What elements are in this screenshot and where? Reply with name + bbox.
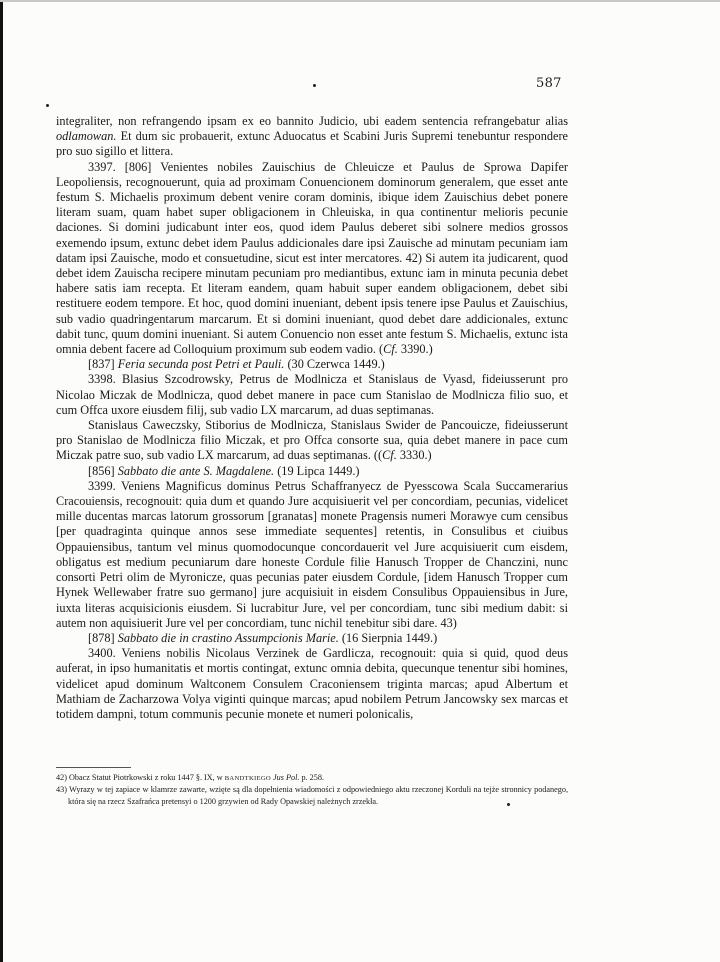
ink-speck — [313, 84, 316, 87]
entry-paragraph — [56, 646, 568, 722]
date-heading — [56, 631, 568, 646]
entry-paragraph — [56, 160, 568, 358]
entry-paragraph — [56, 479, 568, 631]
text-run: 42) Obacz Statut Piotrkowski z roku 1447 §. IX, w — [56, 773, 225, 782]
text-run: (30 Czerwca 1449.) — [284, 357, 385, 372]
small-caps-text: BANDTKIEGO — [224, 775, 271, 782]
date-heading — [56, 464, 568, 479]
italic-text: Cf. — [383, 342, 398, 357]
footnote — [56, 784, 568, 807]
text-run: 3330.) — [396, 448, 432, 463]
text-run: [878] — [88, 630, 118, 645]
text-run: 3399. Veniens Magnificus dominus Petrus Schaffranyecz de Pyesscowa Scala Succamerarius Cracouiensis, recognouit: quia dum et quando Jure acquisiuerit vel per concordiam, pecunias, videlicet mille ducentas marcas latorum grossorum [granatas] monete Pragensis numeri Morawye cum censibus [per quadraginta quinque annos sese immediate sequentes] retentis, in Consulibus et ciuibus Oppauiensibus, tantum vel minus quomodocunque concordauerit vel Jure acquisiuerit cum eisdem, obligatus est medium pecuniarum dare honeste Cordule filie Hanusch Tropper de Chanczini, nunc consorti Petri olim de Myronicze, quas pecunias pater eiusdem Cordule, [idem Hanusch Tropper cum Hynek Wellewaber fratre suo germano] jure acquisiuit in eisdem Consulibus Oppauiensibus in Jure, iuxta literas acquisicionis eiusdem. Si lucrabitur Jure, vel per concordiam, tunc sibi medium dabit: si autem non aquisiuerit Jure vel per concordiam, tunc nichil tenebitur sibi dare. 43) — [56, 478, 568, 630]
text-run: [837] — [88, 357, 118, 372]
footnote — [56, 772, 568, 784]
text-run: p. 258. — [299, 773, 324, 782]
entry-paragraph — [56, 372, 568, 418]
italic-text: odlamowan. — [56, 129, 117, 144]
text-run: 3397. [806] Venientes nobiles Zauischius de Chleuicze et Paulus de Sprowa Dapifer Leopoliensis, recognouerunt, quia ad proximam Conuencionem dominorum generalem, que esset ante festum S. Michaelis proximum debent venire coram dominis, ibique idem Zauischius debet ponere literam suam, quam habet super obligacionem in Chleuiska, in qua continentur melioris pecunie daciones. Si domini judicabunt inter eos, quod idem Paulus deberet sibi solnere medios grossos exemendo ipsum, extunc debet idem Paulus addicionales dare ipsi Zauische ad minutam pecuniam iam datam ipsi Zauische, modo et consuetudine, sicut est inter mercatores. 42) Si autem ita judicarent, quod debet idem Zauischa recipere minutam pecuniam pro mediantibus, extunc iam in minuta pecunia debet habere satis iam recepta. Et literam eandem, quam habuit super eandem obligacionem, debet sibi restituere eodem tempore. Et hoc, quod domini inueniant, debent ipsis tenere ipse Paulus et Zauischius, sub vadio quadringentarum marcarum. Et si domini inueniant, quod debet dare addicionales, extunc dabit tunc, quum domini inueniant. Si autem Conuencio non esset ante festum S. Michaelis, extunc ista omnia debent facere ad Colloquium proximum sub eodem vadio. ( — [56, 159, 568, 357]
italic-text: Sabbato die ante S. Magdalene. — [117, 463, 275, 478]
entry-paragraph — [56, 418, 568, 464]
text-run: integraliter, non refrangendo ipsam ex eo bannito Judicio, ubi eadem sentencia refrangebatur alias — [56, 114, 568, 128]
text-run: Et dum sic probauerit, extunc Aduocatus et Scabini Juris Supremi tenebuntur respondere pro suo sigillo et littera. — [56, 129, 568, 159]
text-run: [856] — [88, 463, 118, 478]
main-text — [56, 114, 568, 722]
italic-text: Feria secunda post Petri et Pauli. — [117, 357, 285, 372]
ink-speck — [46, 104, 49, 107]
text-run: 3398. Blasius Szcodrowsky, Petrus de Modlnicza et Stanislaus de Vyasd, fideiusserunt pro Nicolao Miczak de Modlnicza, quod debet manere in pace cum Stanislao de Modlnicza filio suo, et cum Offca uxore eiusdem filij, sub vadio LX marcarum, ad duas septimanas. — [56, 372, 568, 417]
page-left-edge — [0, 0, 3, 962]
continued-paragraph — [56, 114, 568, 160]
text-run: (19 Lipca 1449.) — [274, 463, 360, 478]
date-heading — [56, 357, 568, 372]
italic-text: Jus Pol. — [273, 773, 300, 782]
page-number: 587 — [536, 76, 562, 91]
footnote-separator — [56, 767, 131, 768]
page-top-edge — [0, 0, 720, 2]
text-run: 3390.) — [397, 342, 433, 357]
text-run: 43) Wyrazy w tej zapiace w klamrze zawarte, wzięte są dla dopełnienia wiadomości z odpowiedniego aktu rzeczonej Korduli na tejże stronnicy podanego, która się na rzecz Szafrańca pretensyi o 1200 grzywien od Rady Opawskiej należnych zrzekła. — [56, 785, 568, 806]
text-run: Stanislaus Caweczsky, Stiborius de Modlnicza, Stanislaus Swider de Pancouicze, fideiusserunt pro Stanislao de Modlnicza filio Miczak, et pro Offca consorte sua, quia debet manere in pace cum Miczak patre suo, sub vadio LX marcarum, ad duas septimanas. (( — [56, 418, 568, 463]
italic-text: Sabbato die in crastino Assumpcionis Marie. — [117, 630, 339, 645]
text-run: (16 Sierpnia 1449.) — [338, 630, 438, 645]
text-run: 3400. Veniens nobilis Nicolaus Verzinek de Gardlicza, recognouit: quia si quid, quod deus auferat, in ipso humanitatis et mortis contingat, extunc omnia debita, quecunque tenentur sibi homines, videlicet apud dominum Waltconem Consulem Craconiensem triginta marcas; apud Albertum et Mathiam de Zacharzowa Volya viginti quinque marcas; apud nobilem Petrum Jancowsky sex marcas et totidem dampni, totum communis pecunie monete et numeri polonicalis, — [56, 646, 568, 721]
italic-text: Cf. — [382, 448, 397, 463]
footnotes — [56, 772, 568, 807]
